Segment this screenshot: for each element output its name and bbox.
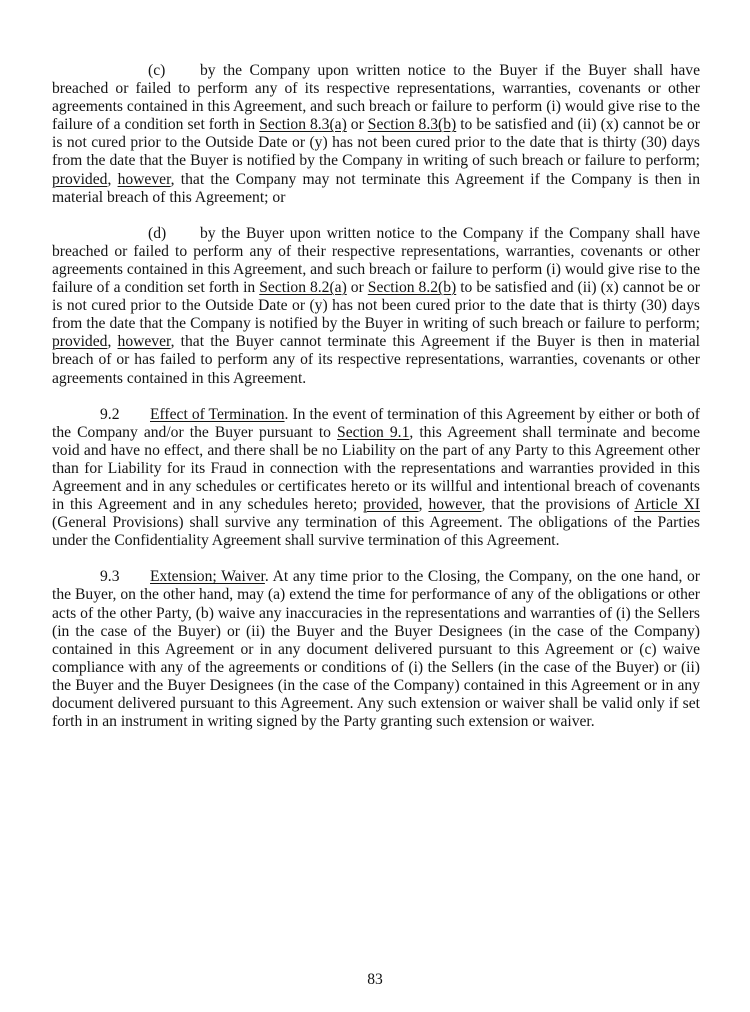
page-number: 83	[367, 971, 383, 988]
cross-reference-link[interactable]: Article XI	[634, 496, 701, 514]
clause-text: by the Buyer upon written notice to the Company if the Company shall have breached or failed to perform any of their respective representations, warranties, covenants or other agreements contained in this Agreement, and such breach or failure to perform (i) would give rise to the failure of a condition set forth in	[52, 224, 700, 297]
provided-term: provided	[363, 496, 419, 514]
paragraph-9-1-d	[52, 225, 700, 388]
cross-reference-link[interactable]: Section 8.3(b)	[367, 116, 457, 134]
section-number: 9.3	[100, 568, 120, 586]
cross-reference-link[interactable]: Section 8.3(a)	[259, 116, 347, 134]
document-page	[52, 62, 700, 749]
cross-reference-link[interactable]: Section 8.2(a)	[259, 279, 347, 297]
punctuation: ,	[107, 333, 118, 351]
punctuation: ,	[107, 170, 118, 188]
clause-marker: (d)	[148, 224, 167, 242]
clause-text: to be satisfied and (ii) (x) cannot be or is not cured prior to the Outside Date or (y) has not been cured prior to the date that is thirty (30) days from the date that the Buyer is notified by the Company in writing of such breach or failure to perform;	[52, 116, 700, 170]
however-term: however	[117, 333, 171, 351]
cross-reference-link[interactable]: Section 8.2(b)	[367, 279, 457, 297]
section-9-3	[52, 568, 700, 731]
section-text: . In the event of termination of this Agreement by either or both of the Company and/or the Buyer pursuant to	[52, 405, 700, 441]
clause-text: , that the Buyer cannot terminate this Agreement if the Buyer is then in material breach of or has failed to perform any of its respective representations, warranties, covenants or other agreements contained in this Agreement.	[52, 333, 700, 387]
clause-text: by the Company upon written notice to the Buyer if the Buyer shall have breached or failed to perform any of its respective representations, warranties, covenants or other agreements contained in this Agreement, and such breach or failure to perform (i) would give rise to the failure of a condition set forth in	[52, 62, 700, 134]
clause-text: to be satisfied and (ii) (x) cannot be or is not cured prior to the Outside Date or (y) has not been cured prior to the date that is thirty (30) days from the date that the Company is notified by the Buyer in writing of such breach or failure to perform;	[52, 279, 700, 333]
section-text: , that the provisions of	[481, 496, 635, 514]
section-text: (General Provisions) shall survive any termination of this Agreement. The obligations of the Parties under the Confidentiality Agreement shall survive termination of this Agreement.	[52, 514, 700, 550]
paragraph-9-1-c	[52, 62, 700, 207]
clause-marker: (c)	[148, 62, 166, 79]
provided-term: provided	[52, 333, 108, 351]
section-9-2	[52, 406, 700, 551]
cross-reference-link[interactable]: Section 9.1	[337, 423, 410, 441]
section-heading: Effect of Termination	[150, 405, 285, 423]
punctuation: ,	[418, 496, 429, 514]
section-text: . At any time prior to the Closing, the Company, on the one hand, or the Buyer, on the other hand, may (a) extend the time for performance of any of the obligations or other acts of the other Party, (b) waive any inaccuracies in the representations and warranties of (i) the Sellers (in the case of the Buyer) or (ii) the Buyer and the Buyer Designees (in the case of the Company) contained in this Agreement or in any document delivered pursuant to this Agreement or (c) waive compliance with any of the agreements or conditions of (i) the Sellers (in the case of the Buyer) or (ii) the Buyer and the Buyer Designees (in the case of the Company) contained in this Agreement or in any document delivered pursuant to this Agreement. Any such extension or waiver shall be valid only if set forth in an instrument in writing signed by the Party granting such extension or waiver.	[52, 568, 700, 731]
however-term: however	[428, 496, 482, 514]
clause-text: or	[346, 279, 368, 297]
clause-text: , that the Company may not terminate this Agreement if the Company is then in material breach of this Agreement; or	[52, 170, 701, 206]
section-number: 9.2	[100, 405, 120, 423]
section-text: , this Agreement shall terminate and become void and have no effect, and there shall be no Liability on the part of any Party to this Agreement other than for Liability for its Fraud in connection with the representations and warranties provided in this Agreement and in any schedules or certificates hereto or its willful and intentional breach of covenants in this Agreement and in any schedules hereto;	[52, 423, 700, 514]
however-term: however	[117, 170, 171, 188]
section-heading: Extension; Waiver	[150, 568, 265, 586]
clause-text: or	[346, 116, 368, 134]
provided-term: provided	[52, 170, 108, 188]
